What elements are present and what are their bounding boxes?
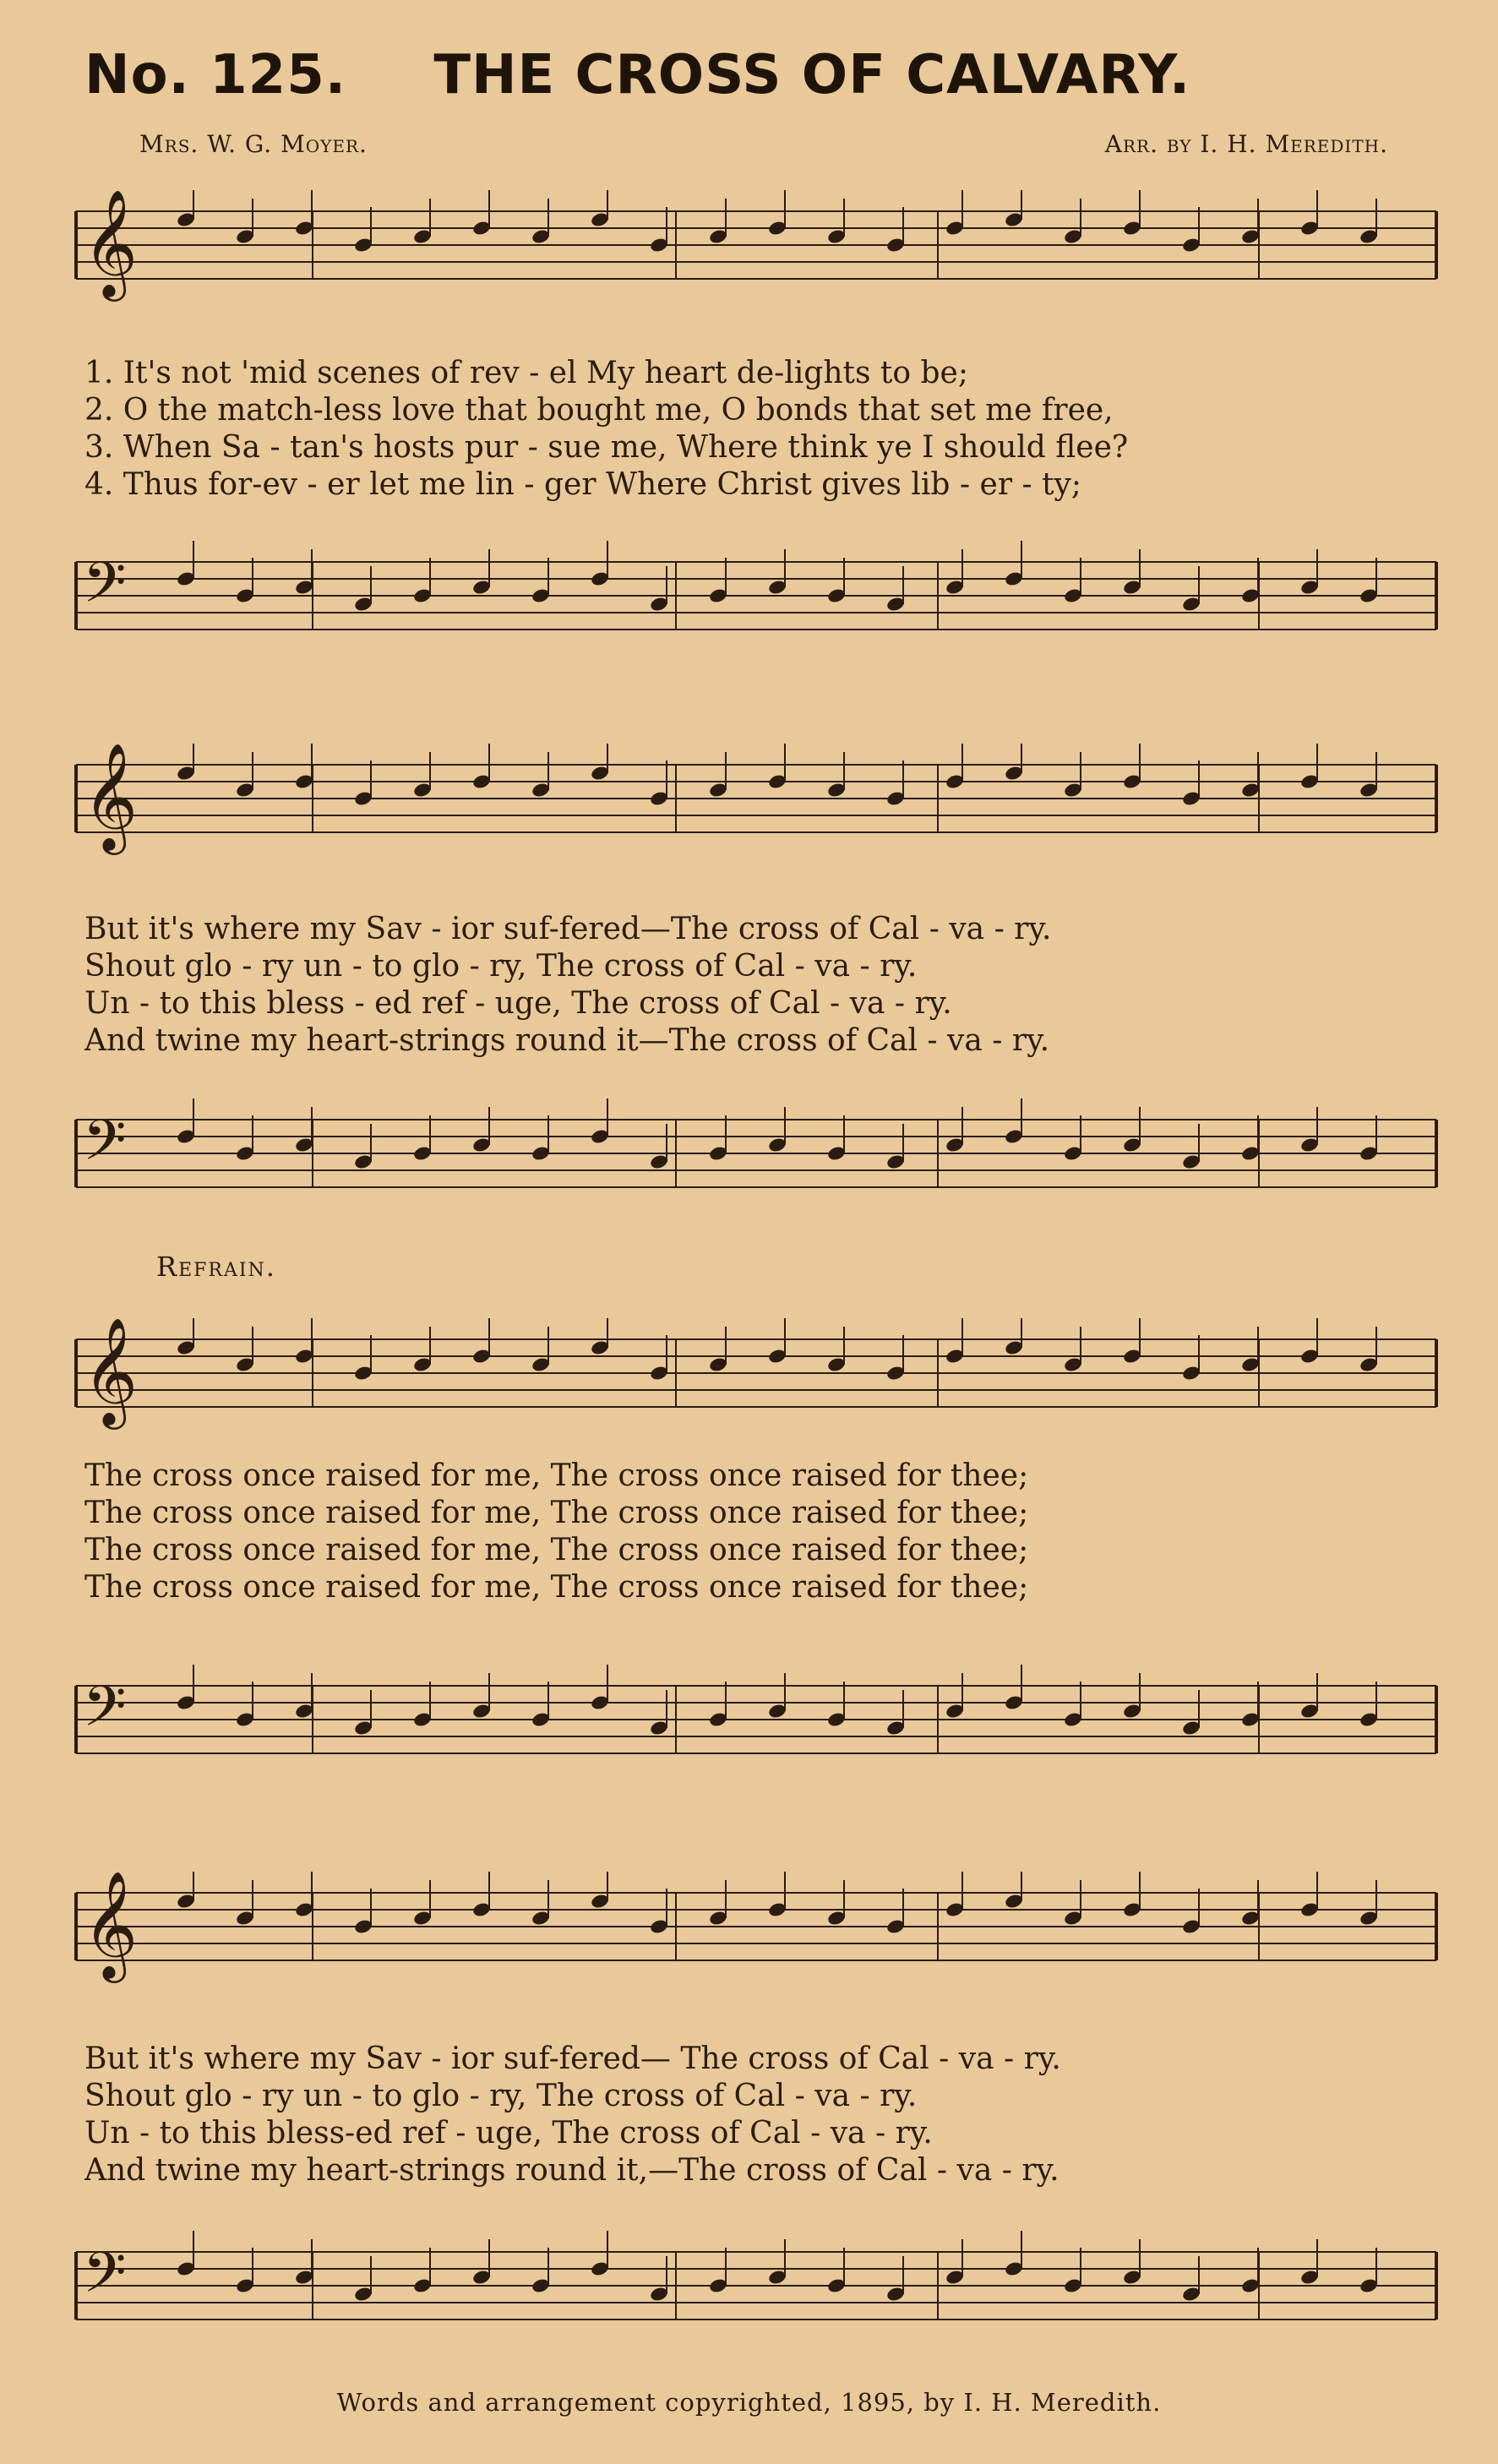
bass-clef-icon: 𝄢 — [83, 550, 127, 629]
bass-staff-3 — [68, 1665, 1453, 1791]
copyright-notice: Words and arrangement copyrighted, 1895, by I. H. Meredith. — [336, 2388, 1162, 2417]
bass-clef-icon: 𝄢 — [83, 1108, 127, 1186]
treble-clef-icon: 𝄞 — [83, 190, 139, 297]
verse-ending-3: Un - to this bless - ed ref - uge, The cross of Cal - va - ry. — [84, 986, 952, 1021]
refrain-line-4: The cross once raised for me, The cross once raised for thee; — [84, 1570, 1029, 1605]
bass-clef-icon: 𝄢 — [83, 2240, 127, 2319]
refrain-label: Refrain. — [156, 1251, 276, 1283]
verse-ending-2: Shout glo - ry un - to glo - ry, The cross of Cal - va - ry. — [84, 949, 918, 984]
verse-2-line: 2. O the match-less love that bought me, O bonds that set me free, — [84, 393, 1114, 428]
treble-clef-icon: 𝄞 — [83, 1318, 139, 1425]
refrain-line-2: The cross once raised for me, The cross once raised for thee; — [84, 1496, 1029, 1530]
verse-ending-4: And twine my heart-strings round it—The cross of Cal - va - ry. — [84, 1023, 1050, 1058]
refrain-ending-block — [84, 2041, 1403, 2189]
staff-drawing — [68, 744, 1453, 870]
verse-4-line: 4. Thus for-ev - er let me lin - ger Where Christ gives lib - er - ty; — [84, 467, 1082, 502]
verse-1-line: 1. It's not 'mid scenes of rev - el My heart de-lights to be; — [84, 356, 968, 390]
staff-drawing — [68, 1665, 1453, 1791]
refrain-ending-1: But it's where my Sav - ior suf-fered— The cross of Cal - va - ry. — [84, 2042, 1061, 2076]
bass-staff-4 — [68, 2231, 1453, 2358]
verse-3-line: 3. When Sa - tan's hosts pur - sue me, Where think ye I should flee? — [84, 430, 1129, 465]
staff-drawing — [68, 1318, 1453, 1445]
arranger-credit: Arr. by I. H. Meredith. — [1104, 130, 1388, 158]
refrain-lyrics-block — [84, 1458, 1403, 1606]
staff-drawing — [68, 2231, 1453, 2358]
verse-ending-block — [84, 911, 1403, 1060]
treble-clef-icon: 𝄞 — [83, 744, 139, 850]
refrain-ending-3: Un - to this bless-ed ref - uge, The cross of Cal - va - ry. — [84, 2116, 933, 2151]
staff-drawing — [68, 190, 1453, 317]
staff-drawing — [68, 1098, 1453, 1225]
refrain-line-3: The cross once raised for me, The cross once raised for thee; — [84, 1533, 1029, 1567]
treble-staff-2 — [68, 744, 1453, 870]
treble-clef-icon: 𝄞 — [83, 1872, 139, 1978]
hymn-number: No. 125. — [84, 44, 347, 106]
staff-drawing — [68, 541, 1453, 668]
treble-staff-1 — [68, 190, 1453, 317]
lyricist-credit: Mrs. W. G. Moyer. — [139, 130, 368, 158]
treble-staff-4 — [68, 1872, 1453, 1998]
staff-drawing — [68, 1872, 1453, 1998]
verse-ending-1: But it's where my Sav - ior suf-fered—The cross of Cal - va - ry. — [84, 912, 1052, 946]
bass-staff-2 — [68, 1098, 1453, 1225]
refrain-ending-2: Shout glo - ry un - to glo - ry, The cross of Cal - va - ry. — [84, 2079, 918, 2113]
hymn-title: THE CROSS OF CALVARY. — [433, 44, 1191, 106]
bass-staff-1 — [68, 541, 1453, 668]
bass-clef-icon: 𝄢 — [83, 1674, 127, 1753]
verse-lyrics-block — [84, 355, 1403, 504]
refrain-line-1: The cross once raised for me, The cross once raised for thee; — [84, 1458, 1029, 1493]
hymn-heading — [84, 44, 1190, 106]
treble-staff-3 — [68, 1318, 1453, 1445]
refrain-ending-4: And twine my heart-strings round it,—The cross of Cal - va - ry. — [84, 2153, 1059, 2188]
